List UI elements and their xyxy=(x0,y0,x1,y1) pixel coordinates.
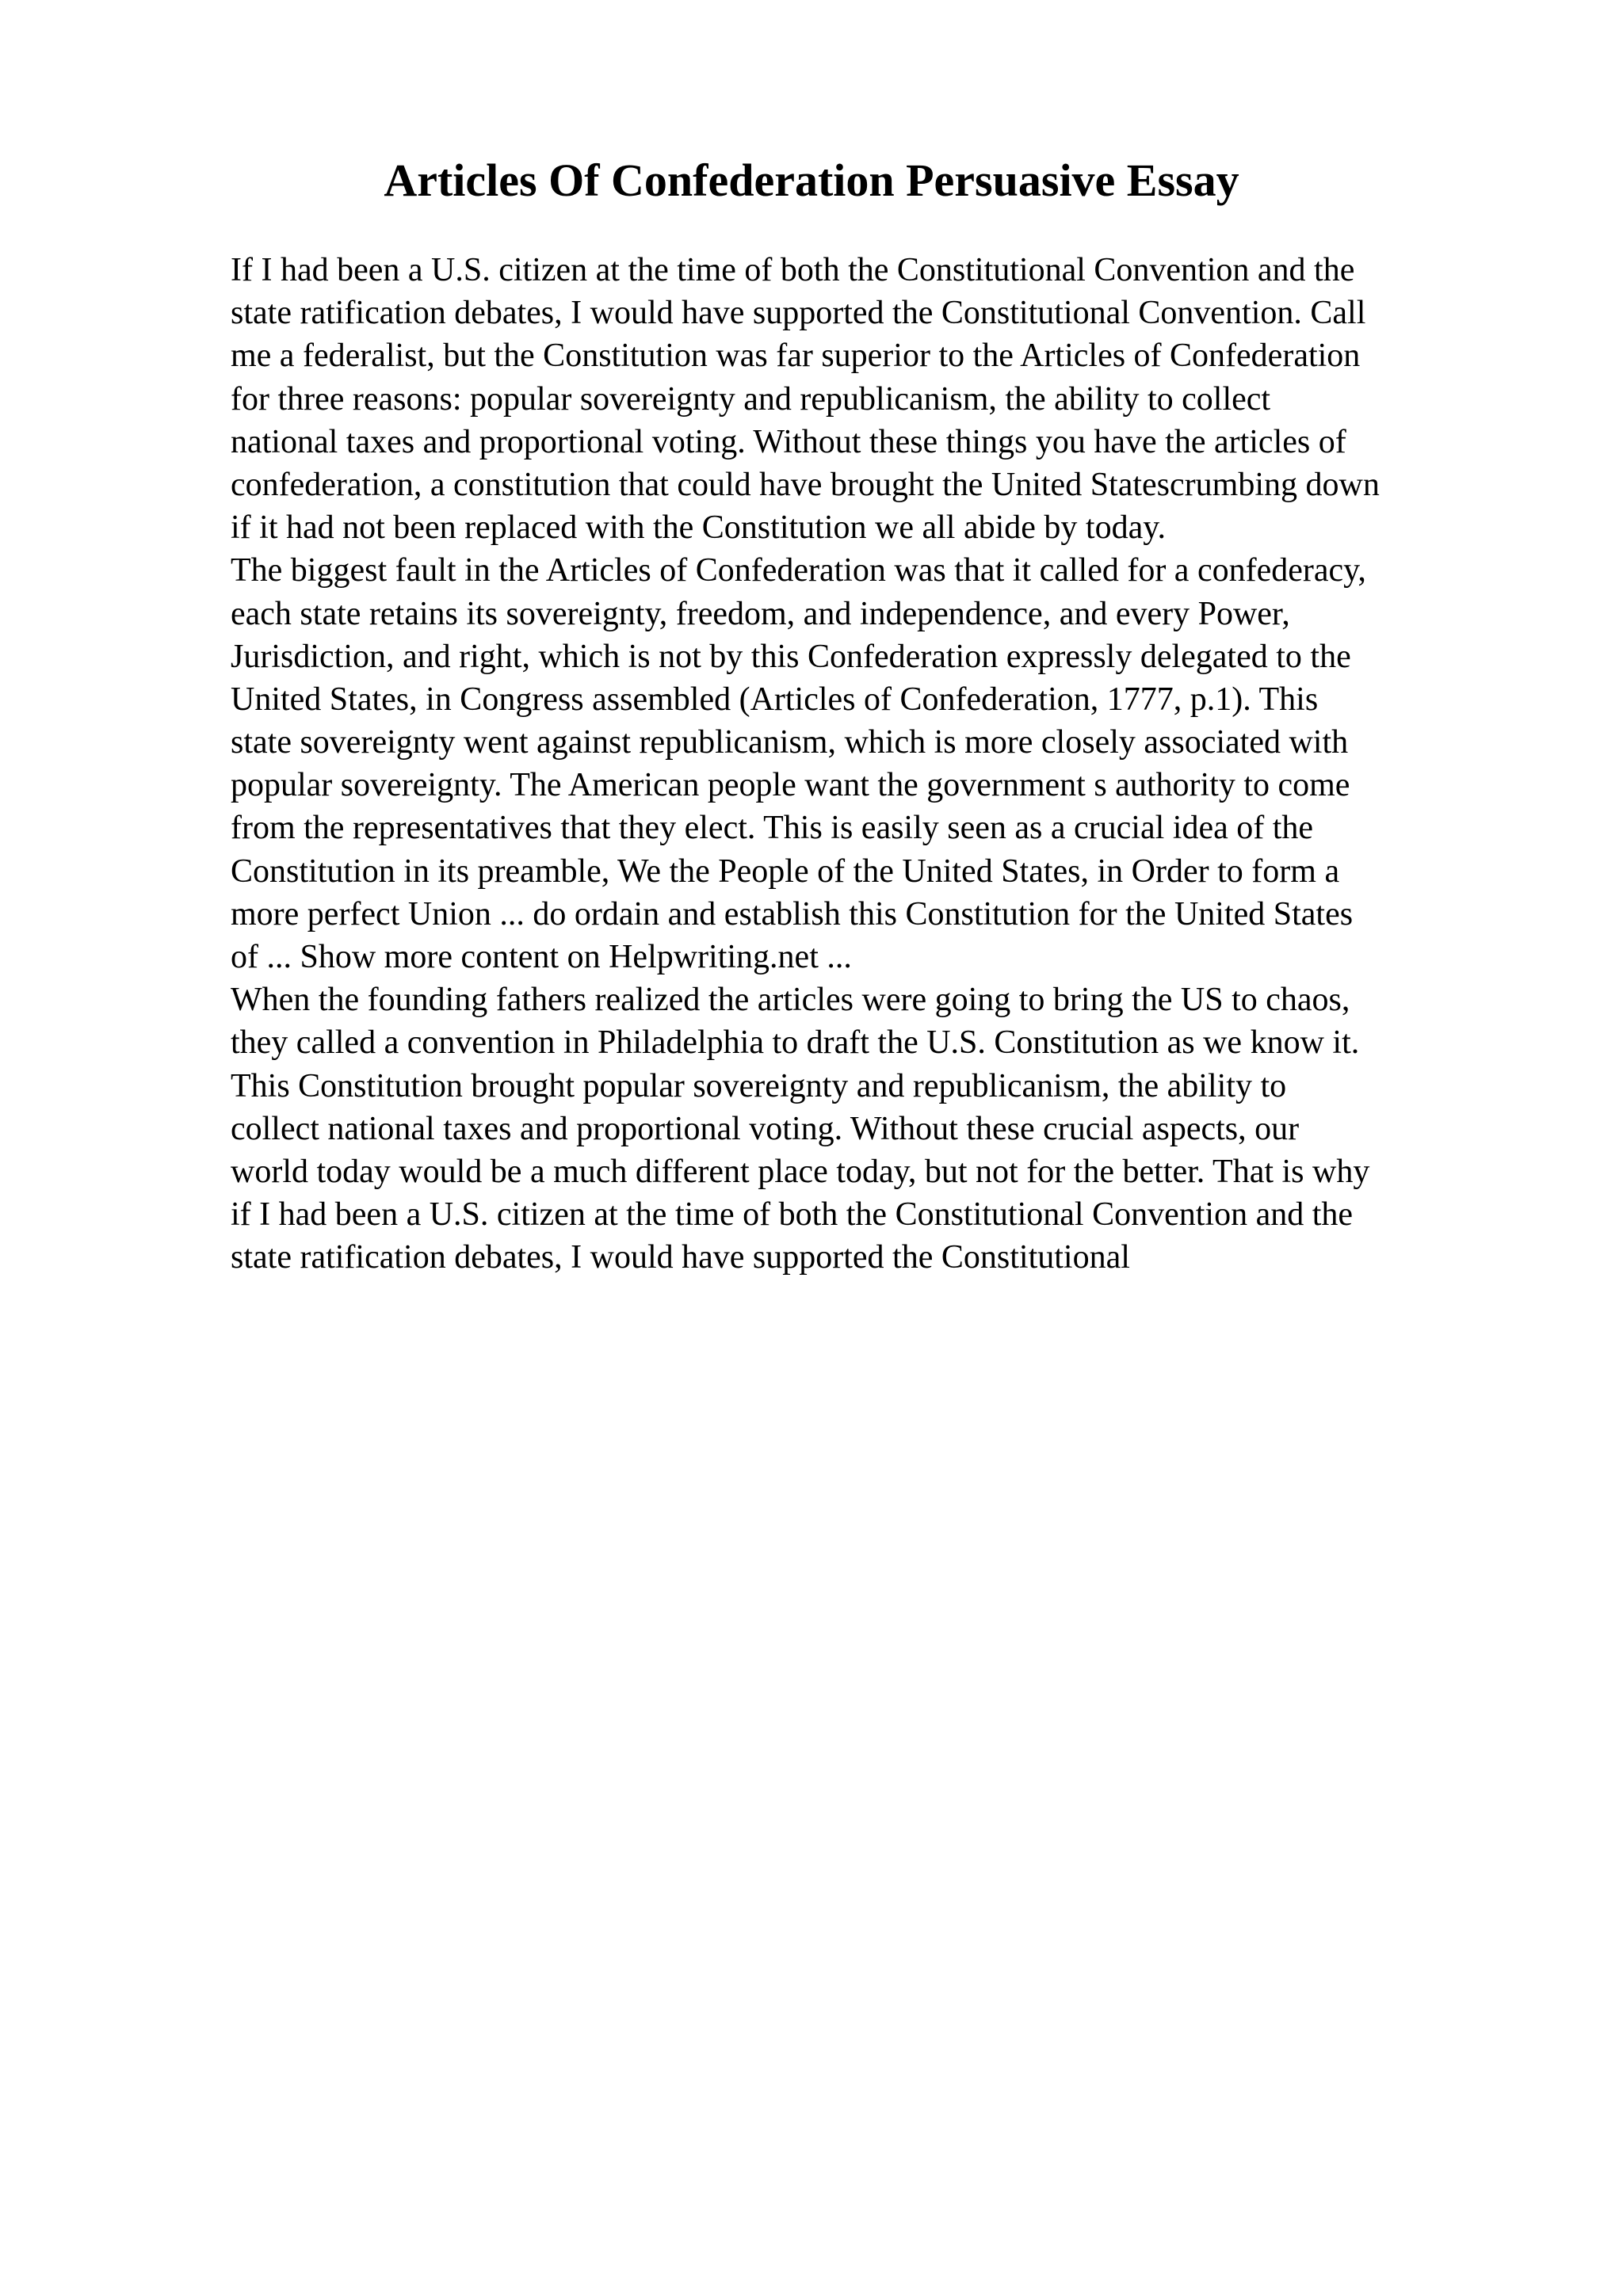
text-line: If I had been a U.S. citizen at the time of both the Constitutional Convention and the xyxy=(231,252,1355,288)
text-line: me a federalist, but the Constitution was far superior to the Articles of Confederation xyxy=(231,338,1361,375)
essay-body xyxy=(231,249,1562,1280)
text-line: if I had been a U.S. citizen at the time of both the Constitutional Convention and the xyxy=(231,1196,1354,1234)
text-line: collect national taxes and proportional voting. Without these crucial aspects, our xyxy=(231,1110,1300,1147)
text-line: national taxes and proportional voting. Without these things you have the articles of xyxy=(231,423,1346,460)
text-line: Jurisdiction, and right, which is not by this Confederation expressly delegated to the xyxy=(231,638,1351,675)
text-line: more perfect Union ... do ordain and establish this Constitution for the United States xyxy=(231,895,1354,933)
text-line: When the founding fathers realized the articles were going to bring the US to chaos, xyxy=(231,982,1350,1019)
text-line: Constitution in its preamble, We the People of the United States, in Order to form a xyxy=(231,852,1340,890)
text-line: state ratification debates, I would have supported the Constitutional xyxy=(231,1239,1130,1276)
text-line: This Constitution brought popular sovereignty and republicanism, the ability to xyxy=(231,1067,1287,1104)
text-line: from the representatives that they elect. This is easily seen as a crucial idea of the xyxy=(231,810,1314,847)
page-title: Articles Of Confederation Persuasive Essay xyxy=(384,154,1239,206)
text-line: of ... Show more content on Helpwriting.net ... xyxy=(231,939,852,975)
text-line: state ratification debates, I would have supported the Constitutional Convention. Call xyxy=(231,295,1366,332)
text-line: they called a convention in Philadelphia to draft the U.S. Constitution as we know it. xyxy=(231,1024,1360,1062)
text-line: world today would be a much different place today, but not for the better. That is why xyxy=(231,1153,1370,1190)
text-line: for three reasons: popular sovereignty and republicanism, the ability to collect xyxy=(231,380,1271,418)
text-line: United States, in Congress assembled (Articles of Confederation, 1777, p.1). This xyxy=(231,681,1319,718)
text-line: popular sovereignty. The American people want the government s authority to come xyxy=(231,767,1350,804)
text-line: if it had not been replaced with the Constitution we all abide by today. xyxy=(231,509,1166,547)
text-line: state sovereignty went against republicanism, which is more closely associated with xyxy=(231,724,1349,761)
text-line: The biggest fault in the Articles of Confederation was that it called for a confederacy, xyxy=(231,552,1366,589)
text-line: each state retains its sovereignty, freedom, and independence, and every Power, xyxy=(231,595,1290,632)
text-line: confederation, a constitution that could have brought the United Statescrumbing down xyxy=(231,466,1380,503)
